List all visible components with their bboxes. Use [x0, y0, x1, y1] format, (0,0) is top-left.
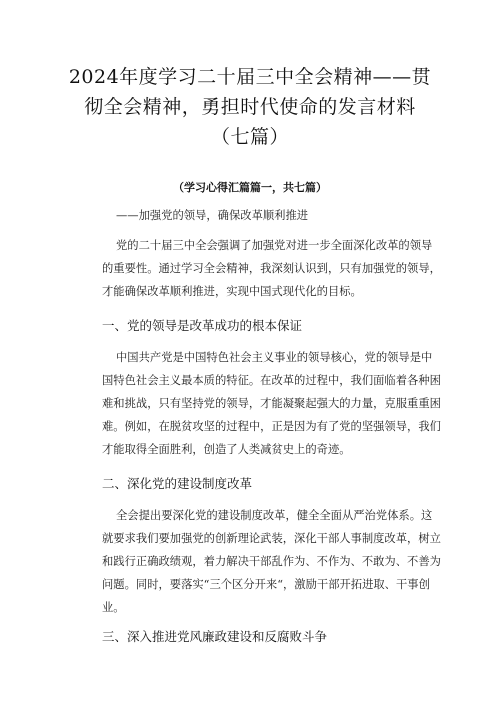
section-1-line-2: 国特色社会主义最本质的特征。在改革的过程中，我们面临着各种困: [102, 374, 441, 387]
section-heading-2: 二、深化党的建设制度改革: [102, 476, 253, 491]
section-heading-1: 一、党的领导是改革成功的根本保证: [102, 318, 303, 333]
section-heading-3: 三、深入推进党风廉政建设和反腐败斗争: [102, 629, 328, 644]
section-2-line-3: 和践行正确政绩观，着力解决干部乱作为、不作为、不敢为、不善为: [102, 555, 441, 568]
section-2-line-1: 全会提出要深化党的建设制度改革，健全全面从严治党体系。这: [116, 509, 433, 522]
intro-line-1: 党的二十届三中全会强调了加强党对进一步全面深化改革的领导: [116, 239, 433, 252]
intro-line-3: 才能确保改革顺利推进，实现中国式现代化的目标。: [102, 285, 362, 298]
section-2-line-5: 业。: [102, 601, 125, 614]
section-2-line-4: 问题。同时，要落实“三个区分开来“，激励干部开拓进取、干事创: [102, 578, 430, 591]
section-2-line-2: 就要求我们要加强党的创新理论武装，深化干部人事制度改革，树立: [102, 532, 441, 545]
lead-line: ——加强党的领导，确保改革顺利推进: [116, 209, 309, 222]
section-1-line-4: 难。例如，在脱贫攻坚的过程中，正是因为有了党的坚强领导，我们: [102, 420, 441, 433]
section-1-line-5: 才能取得全面胜利，创造了人类减贫史上的奇迹。: [102, 443, 351, 456]
title-line-3: （七篇）: [210, 126, 289, 148]
document-title: [58, 62, 442, 152]
section-1-line-1: 中国共产党是中国特色社会主义事业的领导核心，党的领导是中: [116, 351, 433, 364]
title-line-2: 彻全会精神，勇担时代使命的发言材料: [84, 96, 416, 118]
document-subtitle: （学习心得汇篇篇一，共七篇）: [173, 181, 327, 194]
title-line-1: 2024年度学习二十届三中全会精神——贯: [68, 66, 432, 88]
section-1-line-3: 难和挑战，只有坚持党的领导，才能凝聚起强大的力量，克服重重困: [102, 397, 441, 410]
intro-line-2: 的重要性。通过学习全会精神，我深刻认识到，只有加强党的领导，: [102, 262, 441, 275]
